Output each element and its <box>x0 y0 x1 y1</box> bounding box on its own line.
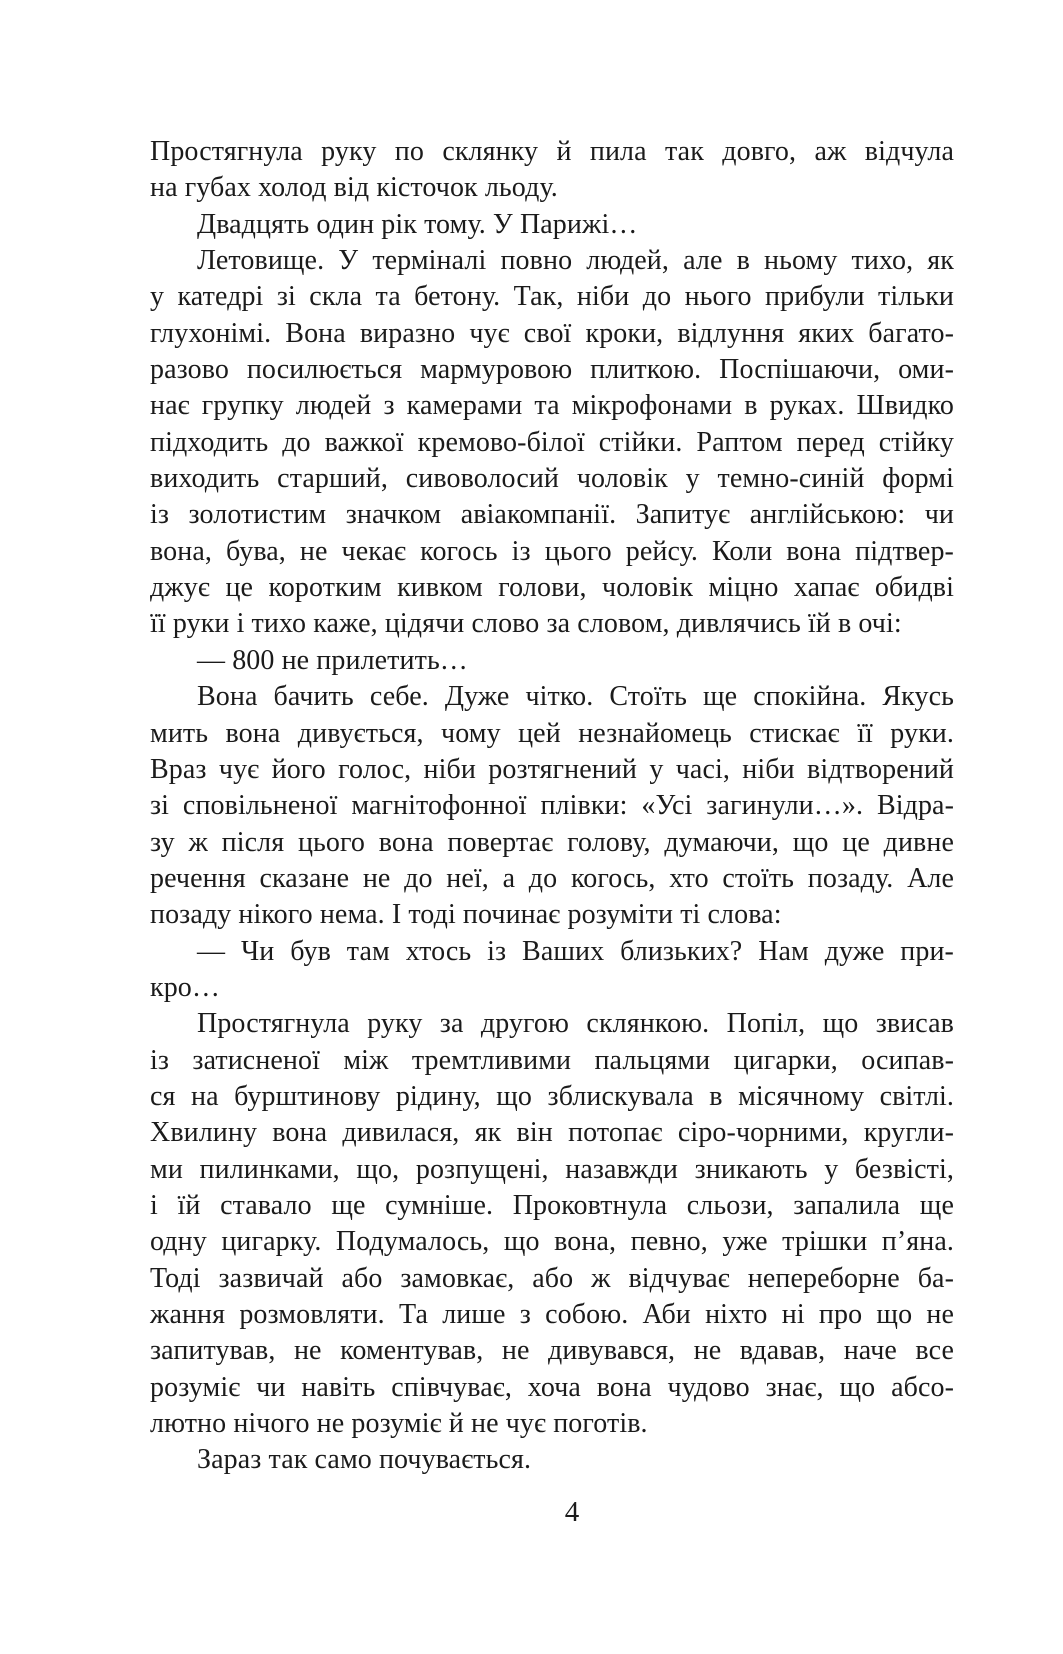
paragraph <box>150 679 954 933</box>
text-line: жання розмовляти. Та лише з собою. Аби ніхто ні про що не <box>150 1299 954 1330</box>
text-line: нає групку людей з камерами та мікрофонами в руках. Швидко <box>150 390 954 422</box>
text-line: у катедрі зі скла та бетону. Так, ніби до нього прибули тільки <box>150 281 954 313</box>
text-line: разово посилюється мармуровою плиткою. Поспішаючи, оми- <box>150 354 954 386</box>
text-line: кро… <box>150 971 221 1003</box>
text-line: із золотистим значком авіакомпанії. Запитує англійською: чи <box>150 499 954 531</box>
paragraph <box>150 934 954 1007</box>
text-line: — Чи був там хтось із Ваших близьких? Нам дуже при- <box>197 935 954 967</box>
text-line: мить вона дивується, чому цей незнайомець стискає її руки. <box>150 717 954 749</box>
text-line: — 800 не прилетить… <box>197 644 468 676</box>
paragraph <box>150 1006 954 1442</box>
text-line: розуміє чи навіть співчуває, хоча вона чудово знає, що абсо- <box>150 1371 954 1403</box>
text-line: її руки і тихо каже, цідячи слово за словом, дивлячись їй в очі: <box>150 608 902 640</box>
text-line: Тоді зазвичай або замовкає, або ж відчуває непереборне ба- <box>150 1262 954 1294</box>
text-line: Враз чує його голос, ніби розтягнений у часі, ніби відтворений <box>150 753 954 785</box>
text-line: Хвилину вона дивилася, як він потопає сіро-чорними, кругли- <box>150 1117 954 1149</box>
text-line: на губах холод від кісточок льоду. <box>150 172 558 204</box>
text-line: із затисненої між тремтливими пальцями цигарки, осипав- <box>150 1044 954 1076</box>
text-line: зі сповільненої магнітофонної плівки: «Усі загинули…». Відра- <box>150 790 954 822</box>
paragraph <box>150 243 954 643</box>
text-line: Летовище. У терміналі повно людей, але в ньому тихо, як <box>197 245 954 277</box>
text-line: Простягнула руку за другою склянкою. Попіл, що звисав <box>197 1008 954 1040</box>
text-line: Двадцять один рік тому. У Парижі… <box>197 208 638 240</box>
text-line: лютно нічого не розуміє й не чує поготів. <box>150 1408 648 1440</box>
text-line: глухонімі. Вона виразно чує свої кроки, відлуння яких багато- <box>150 317 954 349</box>
paragraph <box>150 1442 954 1478</box>
page-number: 4 <box>564 1496 580 1528</box>
text-line: ся на бурштинову рідину, що зблискувала в місячному світлі. <box>150 1080 954 1112</box>
paragraph <box>150 134 954 207</box>
text-line: ми пилинками, що, розпущені, назавжди зникають у безвісті, <box>150 1153 954 1185</box>
text-line: зу ж після цього вона повертає голову, думаючи, що це дивне <box>150 826 954 858</box>
text-line: речення сказане не до неї, а до когось, хто стоїть позаду. Але <box>150 862 954 894</box>
body-text <box>150 134 954 1479</box>
text-line: Вона бачить себе. Дуже чітко. Стоїть ще спокійна. Якусь <box>197 681 954 713</box>
text-line: одну цигарку. Подумалось, що вона, певно, уже трішки п’яна. <box>150 1226 954 1258</box>
text-line: запитував, не коментував, не дивувався, не вдавав, наче все <box>150 1335 954 1367</box>
text-line: вона, бува, не чекає когось із цього рейсу. Коли вона підтвер- <box>150 535 954 567</box>
text-line: підходить до важкої кремово-білої стійки. Раптом перед стійку <box>150 426 954 458</box>
text-line: позаду нікого нема. І тоді починає розуміти ті слова: <box>150 899 782 931</box>
paragraph <box>150 643 954 679</box>
text-line: і їй ставало ще сумніше. Проковтнула сльози, запалила ще <box>150 1189 954 1221</box>
text-line: Зараз так само почувається. <box>197 1444 532 1476</box>
paragraph <box>150 207 954 243</box>
text-line: Простягнула руку по склянку й пила так довго, аж відчула <box>150 136 954 167</box>
text-line: джує це коротким кивком голови, чоловік міцно хапає обидві <box>150 572 954 604</box>
text-line: виходить старший, сивоволосий чоловік у темно-синій формі <box>150 463 954 495</box>
